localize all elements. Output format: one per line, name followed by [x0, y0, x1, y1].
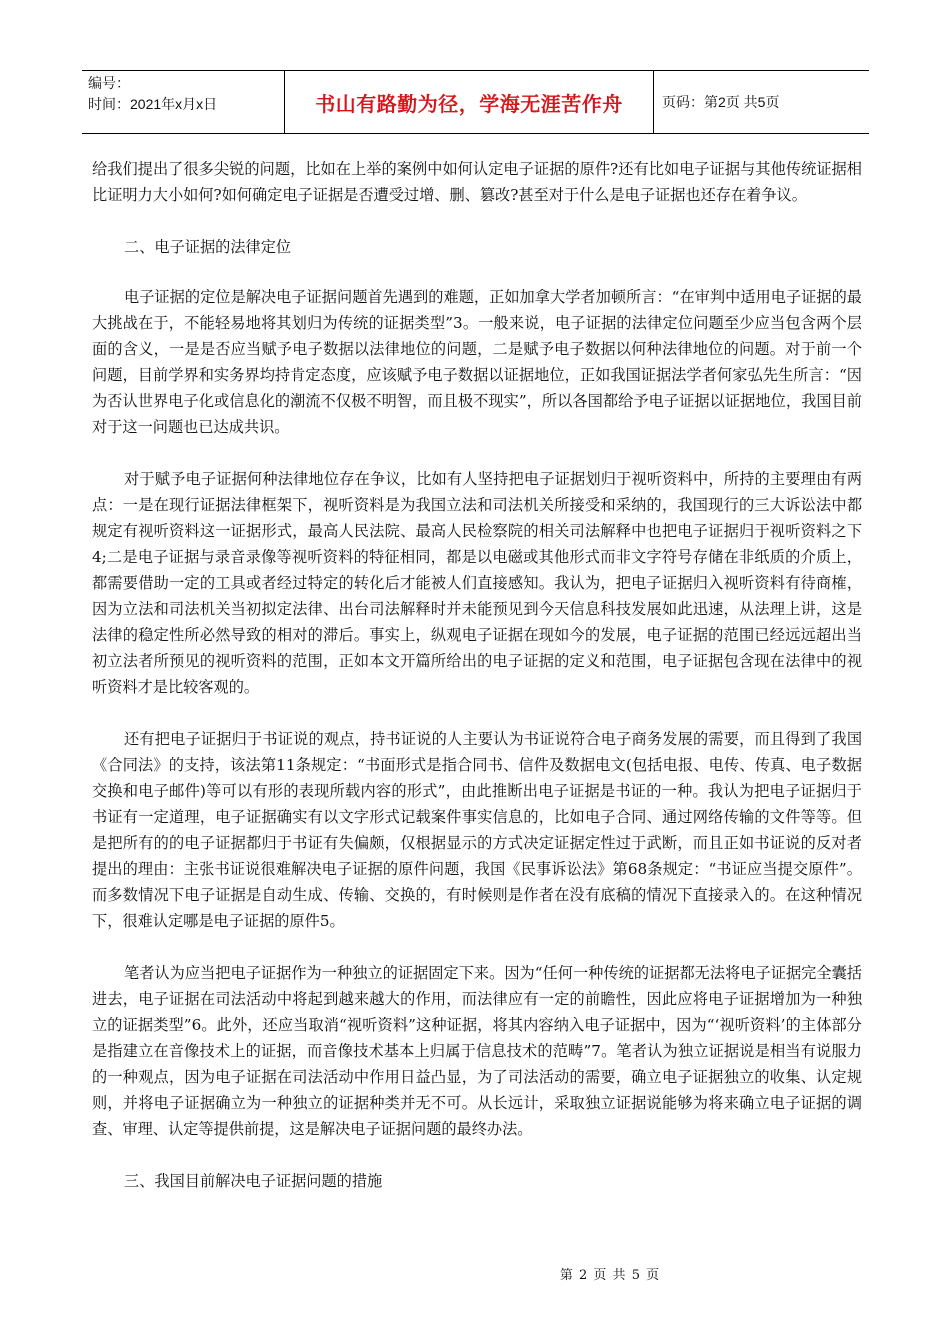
header-page-number: 页码：第2页 共5页 — [662, 94, 780, 110]
header-date: 时间：2021年x月x日 — [88, 96, 218, 112]
section-heading-2: 二、电子证据的法律定位 — [124, 238, 292, 256]
header-number: 编号： — [88, 75, 130, 91]
paragraph-3: 对于赋予电子证据何种法律地位存在争议，比如有人坚持把电子证据划归于视听资料中，所持的主要理由有两点：一是在现行证据法律框架下，视听资料是为我国立法和司法机关所接受和采纳的，我国现行的三大诉讼法中都规定有视听资料这一证据形式，最高人民法院、最高人民检察院的相关司法解释中也把电子证据归于视听资料之下4;二是电子证据与录音录像等视听资料的特征相同，都是以电磁或其他形式而非文字符号存储在非纸质的介质上，都需要借助一定的工具或者经过特定的转化后才能被人们直接感知。我认为，把电子证据归入视听资料有待商榷，因为立法和司法机关当初拟定法律、出台司法解释时并未能预见到今天信息科技发展如此迅速，从法理上讲，这是法律的稳定性所必然导致的相对的滞后。事实上，纵观电子证据在现如今的发展，电子证据的范围已经远远超出当初立法者所预见的视听资料的范围，正如本文开篇所给出的电子证据的定义和范围，电子证据包含现在法律中的视听资料才是比较客观的。 — [92, 470, 862, 696]
header-meta — [82, 71, 285, 133]
page-header — [82, 70, 869, 134]
header-motto: 书山有路勤为径，学海无涯苦作舟 — [285, 71, 654, 133]
document-body — [92, 156, 862, 1218]
section-heading-3: 三、我国目前解决电子证据问题的措施 — [124, 1172, 383, 1190]
paragraph-5: 笔者认为应当把电子证据作为一种独立的证据固定下来。因为“任何一种传统的证据都无法将电子证据完全囊括进去，电子证据在司法活动中将起到越来越大的作用，而法律应有一定的前瞻性，因此应将电子证据增加为一种独立的证据类型”6。此外，还应当取消“视听资料”这种证据，将其内容纳入电子证据中，因为“‘视听资料’的主体部分是指建立在音像技术上的证据，而音像技术基本上归属于信息技术的范畴”7。笔者认为独立证据说是相当有说服力的一种观点，因为电子证据在司法活动中作用日益凸显，为了司法活动的需要，确立电子证据独立的收集、认定规则，并将电子证据确立为一种独立的证据种类并无不可。从长远计，采取独立证据说能够为将来确立电子证据的调查、审理、认定等提供前提，这是解决电子证据问题的最终办法。 — [92, 964, 862, 1138]
paragraph-2: 电子证据的定位是解决电子证据问题首先遇到的难题，正如加拿大学者加顿所言：“在审判中适用电子证据的最大挑战在于，不能轻易地将其划归为传统的证据类型”3。一般来说，电子证据的法律定位问题至少应当包含两个层面的含义，一是是否应当赋予电子数据以法律地位的问题，二是赋予电子数据以何种法律地位的问题。对于前一个问题，目前学界和实务界均持肯定态度，应该赋予电子数据以证据地位，正如我国证据法学者何家弘先生所言：“因为否认世界电子化或信息化的潮流不仅极不明智，而且极不现实”，所以各国都给予电子证据以证据地位，我国目前对于这一问题也已达成共识。 — [92, 288, 862, 436]
paragraph-1: 给我们提出了很多尖锐的问题，比如在上举的案例中如何认定电子证据的原件?还有比如电子证据与其他传统证据相比证明力大小如何?如何确定电子证据是否遭受过增、删、篡改?甚至对于什么是电子证据也还存在着争议。 — [92, 160, 862, 204]
page-footer: 第 2 页 共 5 页 — [559, 1268, 661, 1283]
paragraph-4: 还有把电子证据归于书证说的观点，持书证说的人主要认为书证说符合电子商务发展的需要，而且得到了我国《合同法》的支持，该法第11条规定：“书面形式是指合同书、信件及数据电文(包括电报、电传、传真、电子数据交换和电子邮件)等可以有形的表现所载内容的形式”，由此推断出电子证据是书证的一种。我认为把电子证据归于书证有一定道理，电子证据确实有以文字形式记载案件事实信息的，比如电子合同、通过网络传输的文件等等。但是把所有的的电子证据都归于书证有失偏颇，仅根据显示的方式决定证据定性过于武断，而且正如书证说的反对者提出的理由：主张书证说很难解决电子证据的原件问题，我国《民事诉讼法》第68条规定：“书证应当提交原件”。而多数情况下电子证据是自动生成、传输、交换的，有时候则是作者在没有底稿的情况下直接录入的。在这种情况下，很难认定哪是电子证据的原件5。 — [92, 730, 862, 930]
